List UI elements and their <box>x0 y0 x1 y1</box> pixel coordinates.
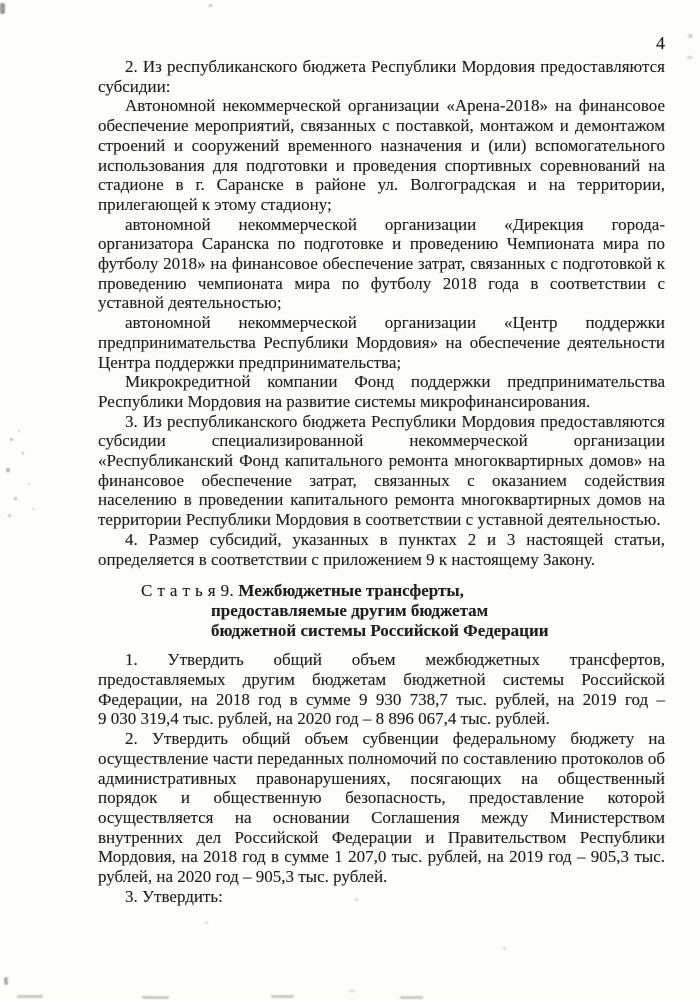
scan-speck <box>22 452 24 455</box>
paragraph: 4. Размер субсидий, указанных в пунктах 2 и 3 настоящей статьи, определяется в соответствии с приложением 9 к настоящему Закону. <box>98 529 665 569</box>
scan-speck <box>688 34 693 38</box>
scan-smudge <box>349 990 355 992</box>
article-title-continuation: бюджетной системы Российской Федерации <box>211 621 549 641</box>
scan-speck <box>205 921 208 924</box>
page-number: 4 <box>656 33 665 53</box>
scan-speck <box>28 483 30 485</box>
article-label: С т а т ь я 9. <box>141 581 235 601</box>
paragraph: автономной некоммерческой организации «Центр поддержки предпринимательства Республики Мордовия» на обеспечение деятельности Центра поддержки предпринимательства; <box>98 313 665 372</box>
scan-speck <box>4 977 8 985</box>
scan-smudge <box>17 995 43 998</box>
scan-speck <box>18 430 20 432</box>
article-title: Межбюджетные трансферты, <box>238 581 464 601</box>
paragraph: автономной некоммерческой организации «Дирекция города-организатора Саранска по подготовке и проведению Чемпионата мира по футболу 2018» на финансовое обеспечение затрат, связанных с подготовкой к проведению чемпионата мира по футболу 2018 года в соответствии с уставной деятельностью; <box>98 214 665 313</box>
paragraph: Автономной некоммерческой организации «Арена-2018» на финансовое обеспечение мероприятий, связанных с поставкой, монтажом и демонтажом строений и сооружений временного назначения и (или) вспомогательного использования для подготовки и проведения спортивных соревнований на стадионе в г. Саранске в районе ул. Волгоградская и на территории, прилегающей к этому стадиону; <box>98 96 665 214</box>
paragraph: 1. Утвердить общий объем межбюджетных трансфертов, предоставляемых другим бюджетам бюджетной системы Российской Федерации, на 2018 год в сумме 9 930 738,7 тыс. рублей, на 2019 год – 9 030 319,4 тыс. рублей, на 2020 год – 8 896 067,4 тыс. рублей. <box>98 650 665 729</box>
scan-smudge <box>271 995 294 998</box>
scan-speck <box>503 947 506 950</box>
article-heading-line <box>141 581 665 601</box>
scan-speck <box>10 438 13 441</box>
scan-smudge <box>142 996 169 999</box>
scan-speck <box>0 3 5 14</box>
document-body <box>98 57 665 906</box>
scan-speck <box>32 508 34 510</box>
scan-speck <box>14 497 17 500</box>
paragraph: 2. Из республиканского бюджета Республики Мордовия предоставляются субсидии: <box>98 57 665 96</box>
paragraph: 3. Утвердить: <box>125 886 223 906</box>
scan-speck <box>6 468 10 472</box>
article-title-continuation: предоставляемые другим бюджетам <box>211 601 489 621</box>
paragraph: 3. Из республиканского бюджета Республики Мордовия предоставляются субсидии специализированной некоммерческой организации «Республиканский Фонд капитального ремонта многоквартирных домов» на финансовое обеспечение затрат, связанных с оказанием содействия населению в проведении капитального ремонта многоквартирных домов на территории Республики Мордовия в соответствии с уставной деятельностью. <box>98 411 665 530</box>
paragraph: Микрокредитной компании Фонд поддержки предпринимательства Республики Мордовия на развитие системы микрофинансирования. <box>98 372 665 411</box>
scan-smudge <box>400 996 423 999</box>
article-9-heading <box>98 581 665 641</box>
scan-speck <box>686 56 693 59</box>
paragraph: 2. Утвердить общий объем субвенции федеральному бюджету на осуществление части переданных полномочий по составлению протоколов об административных правонарушениях, посягающих на общественный порядок и общественную безопасность, предоставление которой осуществляется на основании Соглашения между Министерством внутренних дел Российской Федерации и Правительством Республики Мордовия, на 2018 год в сумме 1 207,0 тыс. рублей, на 2019 год – 905,3 тыс. рублей, на 2020 год – 905,3 тыс. рублей. <box>98 729 665 887</box>
scan-speck <box>8 514 11 517</box>
scan-speck <box>209 4 212 7</box>
